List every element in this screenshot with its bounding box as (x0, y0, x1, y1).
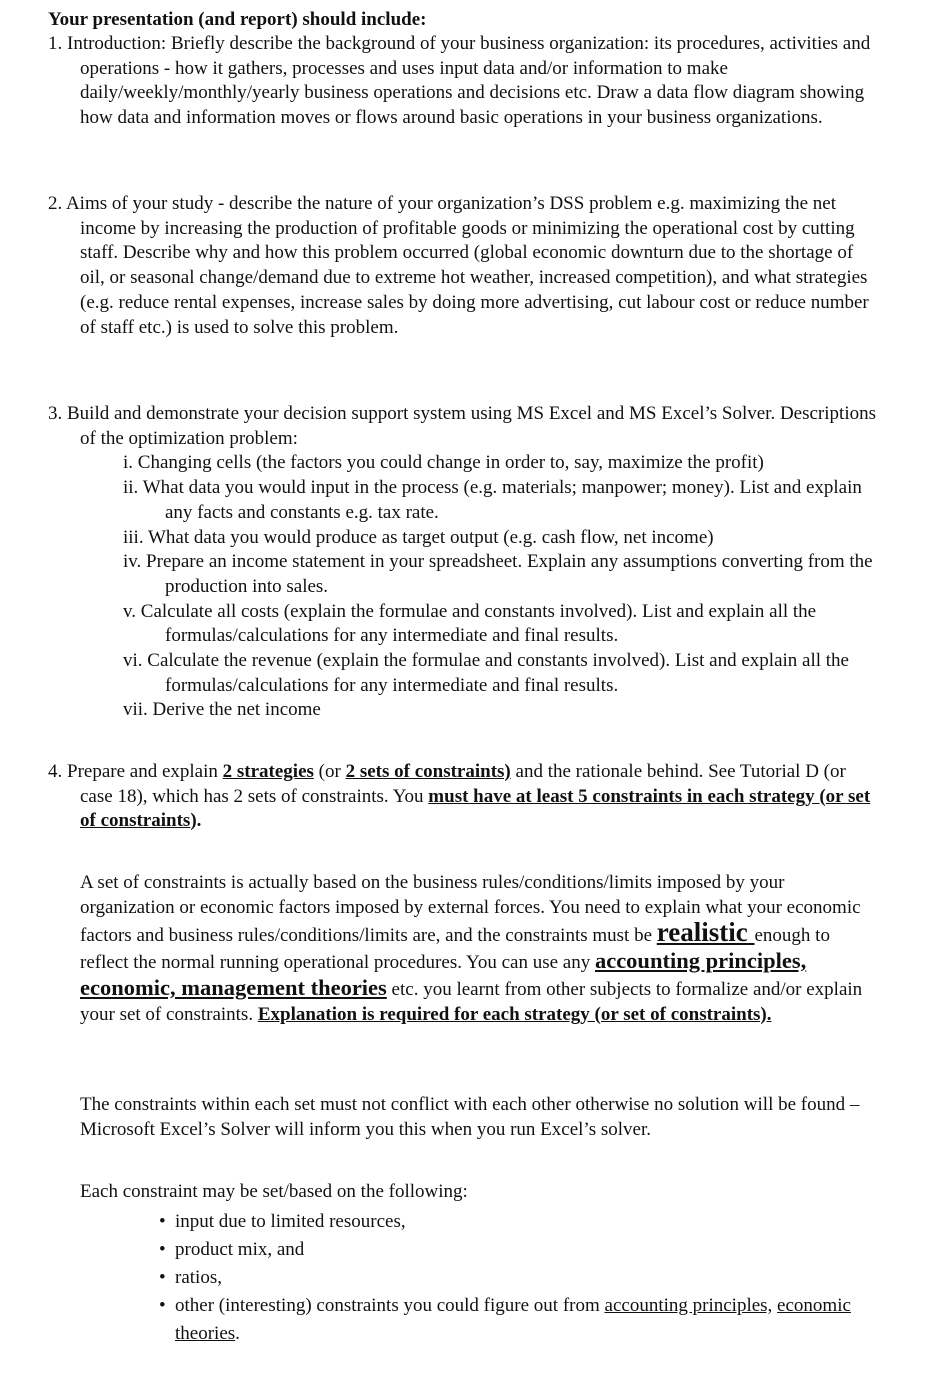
bullet-item (80, 1236, 880, 1264)
explanation-required-emphasis: Explanation is required for each strategy (or set of constraints). (257, 1003, 772, 1025)
item-build-dss (48, 402, 878, 723)
subitem-calculate-costs: v. Calculate all costs (explain the formulae and constants involved). List and explain all the formulas/calculations for any intermediate and final results. (123, 600, 817, 647)
item-strategies (48, 760, 878, 834)
item-introduction (48, 32, 878, 131)
item-aims-text: 2. Aims of your study - describe the nature of your organization’s DSS problem e.g. maximizing the net income by increasing the production of profitable goods or minimizing the operational cost by cutting staff. Describe why and how this problem occurred (global economic downturn due to the shortage of oil, or seasonal change/demand due to extreme hot weather, increased competition), and what strategies (e.g. reduce rental expenses, increase sales by doing more advertising, cut labour cost or reduce number of staff etc.) is used to solve this problem. (48, 193, 869, 338)
item-introduction-text: 1. Introduction: Briefly describe the background of your business organization: its procedures, activities and operations - how it gathers, processes and uses input data and/or information to make daily/weekly/monthly/yearly business operations and decisions etc. Draw a data flow diagram showing how data and information moves or flows around basic operations in your business organizations. (48, 33, 871, 129)
strategies-text-3: and the rationale behind. See Tutorial D (or case 18), which has 2 sets of constraints. You (80, 761, 846, 807)
subitem-income-statement: iv. Prepare an income statement in your spreadsheet. Explain any assumptions converting from the production into sales. (123, 551, 873, 597)
optimization-subitems (48, 451, 878, 723)
economic-theories-reference: economic theories (175, 1294, 851, 1344)
constraints-text-2: enough to reflect the normal running operational procedures. You can use any (80, 925, 830, 974)
subitem-input-data: ii. What data you would input in the process (e.g. materials; manpower; money). List and explain any facts and constants e.g. tax rate. (123, 477, 862, 523)
item-strategies-text (48, 760, 878, 834)
bullet-item-text: input due to limited resources, (175, 1210, 406, 1232)
strategies-emphasis-3: must have at least 5 constraints in each strategy (or set of constraints (80, 785, 871, 832)
item-aims (48, 192, 878, 340)
bullet-item (80, 1264, 880, 1292)
bullet-item-text: other (interesting) constraints you could figure out from (175, 1294, 605, 1316)
strategies-emphasis-1: 2 strategies (222, 761, 314, 782)
constraints-explanation-paragraph (80, 871, 880, 1027)
constraint-basis-intro: Each constraint may be set/based on the following: (80, 1181, 468, 1202)
item-build-dss-text: 3. Build and demonstrate your decision support system using MS Excel and MS Excel’s Solver. Descriptions of the optimization problem: (48, 403, 876, 449)
bullet-item (80, 1292, 880, 1348)
strategies-text-1: 4. Prepare and explain (48, 761, 223, 782)
constraint-basis-list (80, 1180, 880, 1348)
accounting-principles-reference: accounting principles, (604, 1294, 773, 1316)
solver-conflict-paragraph: The constraints within each set must not conflict with each other otherwise no solution will be found – Microsoft Excel’s Solver will inform you this when you run Excel’s solver. (80, 1094, 860, 1140)
subitem-net-income: vii. Derive the net income (123, 699, 321, 721)
strategies-text-4: ). (190, 810, 202, 832)
bullet-item-text: ratios, (175, 1266, 222, 1288)
theories-emphasis: accounting principles, economic, management theories (80, 948, 807, 1000)
realistic-emphasis: realistic (656, 917, 755, 948)
bullet-item-text: product mix, and (175, 1238, 305, 1260)
strategies-emphasis-2: 2 sets of constraints) (345, 761, 511, 782)
bullet-icon: • (159, 1210, 166, 1232)
subitem-changing-cells: i. Changing cells (the factors you could change in order to, say, maximize the profit) (123, 452, 764, 474)
subitem-target-output: iii. What data you would produce as target output (e.g. cash flow, net income) (123, 526, 714, 548)
constraints-text-1: A set of constraints is actually based on the business rules/conditions/limits imposed by your organization or economic factors imposed by external forces. You need to explain what your economic factors and business rules/conditions/limits are, and the constraints must be (80, 872, 861, 947)
document-heading: Your presentation (and report) should include: (48, 9, 427, 30)
bullet-icon: • (159, 1238, 166, 1260)
bullet-item-end: . (235, 1322, 240, 1344)
bullet-icon: • (159, 1266, 166, 1288)
bullet-item (80, 1208, 880, 1236)
strategies-text-2: (or (313, 761, 346, 782)
bullet-icon: • (159, 1294, 166, 1316)
constraints-text-3: etc. you learnt from other subjects to formalize and/or explain your set of constraints. (80, 978, 863, 1025)
subitem-calculate-revenue: vi. Calculate the revenue (explain the formulae and constants involved). List and explain all the formulas/calculations for any intermediate and final results. (123, 650, 849, 696)
